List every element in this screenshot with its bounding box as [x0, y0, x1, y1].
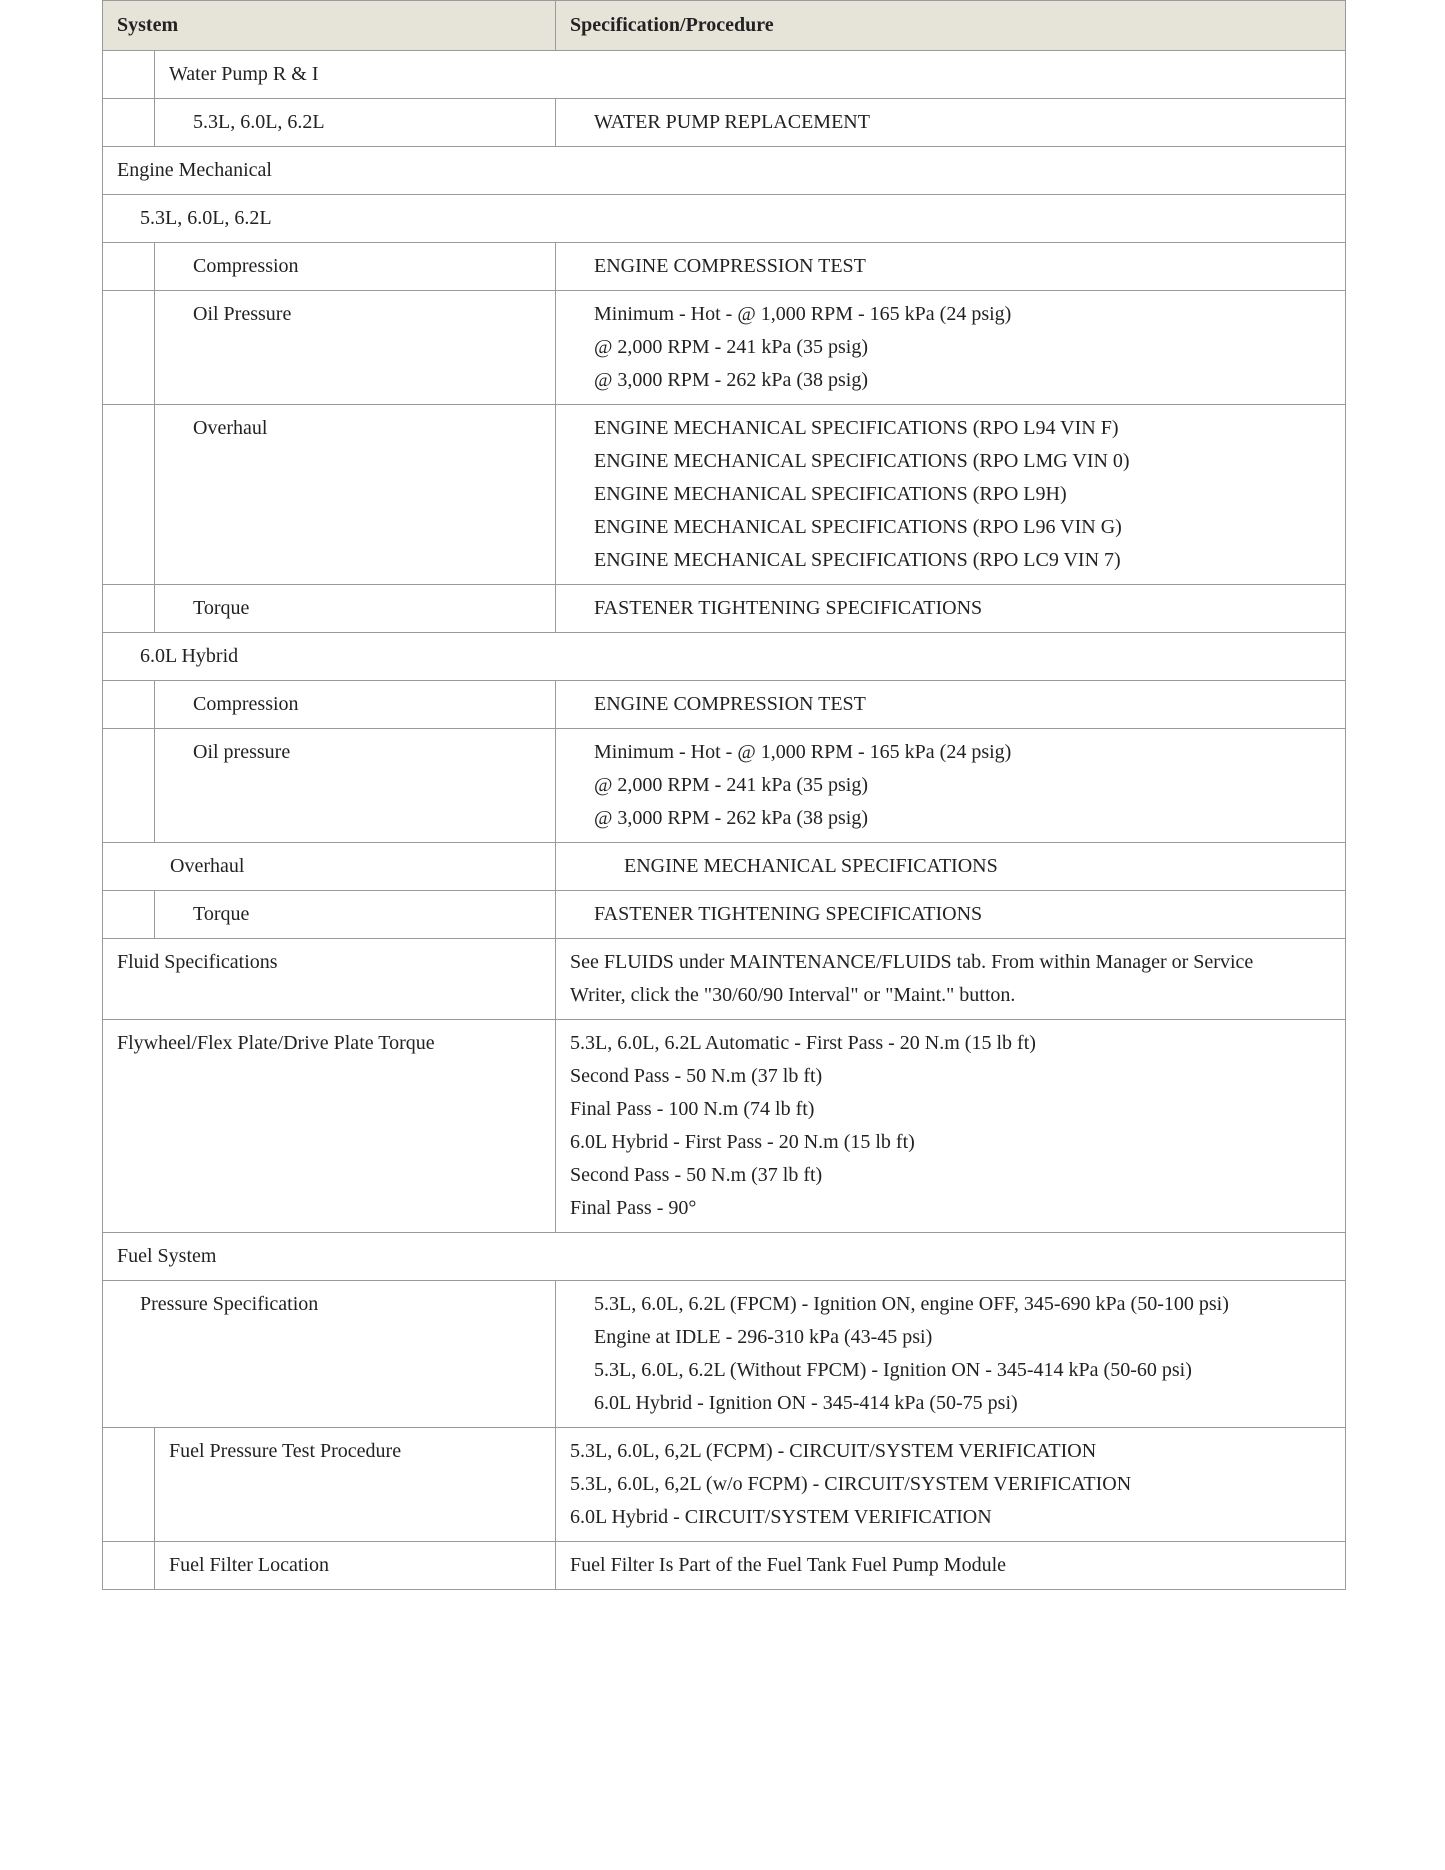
subsection-title: 5.3L, 6.0L, 6.2L: [103, 195, 1346, 243]
system-cell: Compression: [155, 243, 556, 291]
system-cell: Overhaul: [103, 843, 556, 891]
table-row: [103, 291, 1346, 405]
system-cell: Flywheel/Flex Plate/Drive Plate Torque: [103, 1020, 556, 1233]
indent-cell: [103, 243, 155, 291]
spec-line: 5.3L, 6.0L, 6.2L (FPCM) - Ignition ON, engine OFF, 345-690 kPa (50-100 psi): [594, 1293, 1229, 1315]
table-row: [103, 585, 1346, 633]
spec-line: Final Pass - 100 N.m (74 lb ft): [570, 1098, 815, 1120]
spec-cell: [556, 1428, 1346, 1542]
indent-cell: [103, 291, 155, 405]
spec-line: @ 2,000 RPM - 241 kPa (35 psig): [594, 774, 868, 796]
table-row: [103, 1428, 1346, 1542]
spec-line: ENGINE MECHANICAL SPECIFICATIONS (RPO L94 VIN F): [594, 417, 1119, 439]
system-cell: Pressure Specification: [103, 1281, 556, 1428]
table-row: [103, 195, 1346, 243]
table-row: [103, 405, 1346, 585]
table-row: [103, 99, 1346, 147]
system-cell: Compression: [155, 681, 556, 729]
spec-line: @ 2,000 RPM - 241 kPa (35 psig): [594, 336, 868, 358]
spec-cell: FASTENER TIGHTENING SPECIFICATIONS: [556, 891, 1346, 939]
table-row: [103, 681, 1346, 729]
spec-line: 5.3L, 6.0L, 6,2L (FCPM) - CIRCUIT/SYSTEM VERIFICATION: [570, 1440, 1097, 1462]
spec-line: Second Pass - 50 N.m (37 lb ft): [570, 1164, 823, 1186]
indent-cell: [103, 405, 155, 585]
section-title: Engine Mechanical: [103, 147, 1346, 195]
spec-cell: [556, 405, 1346, 585]
specifications-table: [102, 0, 1346, 1590]
spec-cell: [556, 291, 1346, 405]
system-cell: Oil pressure: [155, 729, 556, 843]
spec-line: Writer, click the "30/60/90 Interval" or "Maint." button.: [570, 984, 1016, 1006]
spec-line: Engine at IDLE - 296-310 kPa (43-45 psi): [594, 1326, 933, 1348]
table-row: [103, 939, 1346, 1020]
spec-line: @ 3,000 RPM - 262 kPa (38 psig): [594, 807, 868, 829]
spec-line: Second Pass - 50 N.m (37 lb ft): [570, 1065, 823, 1087]
indent-cell: [103, 585, 155, 633]
spec-line: ENGINE MECHANICAL SPECIFICATIONS (RPO L9H): [594, 483, 1067, 505]
system-cell: Fuel Filter Location: [155, 1542, 556, 1590]
system-cell: Overhaul: [155, 405, 556, 585]
spec-line: ENGINE MECHANICAL SPECIFICATIONS (RPO L96 VIN G): [594, 516, 1122, 538]
system-cell: Fuel Pressure Test Procedure: [155, 1428, 556, 1542]
spec-line: ENGINE MECHANICAL SPECIFICATIONS (RPO LMG VIN 0): [594, 450, 1130, 472]
spec-cell: [556, 939, 1346, 1020]
section-title: Fuel System: [103, 1233, 1346, 1281]
table-row: [103, 1281, 1346, 1428]
spec-cell: [556, 729, 1346, 843]
system-cell: Oil Pressure: [155, 291, 556, 405]
table-row: [103, 633, 1346, 681]
indent-cell: [103, 891, 155, 939]
section-title: Water Pump R & I: [155, 51, 1346, 99]
system-column-header: System: [103, 1, 556, 51]
indent-cell: [103, 1428, 155, 1542]
table-row: [103, 729, 1346, 843]
header-row: [103, 1, 1346, 51]
spec-cell: ENGINE MECHANICAL SPECIFICATIONS: [556, 843, 1346, 891]
spec-line: 6.0L Hybrid - CIRCUIT/SYSTEM VERIFICATION: [570, 1506, 992, 1528]
system-cell: Torque: [155, 585, 556, 633]
spec-line: 6.0L Hybrid - First Pass - 20 N.m (15 lb ft): [570, 1131, 915, 1153]
table-row: [103, 843, 1346, 891]
spec-line: 5.3L, 6.0L, 6.2L Automatic - First Pass - 20 N.m (15 lb ft): [570, 1032, 1036, 1054]
spec-line: @ 3,000 RPM - 262 kPa (38 psig): [594, 369, 868, 391]
indent-cell: [103, 729, 155, 843]
spec-cell: [556, 1281, 1346, 1428]
system-cell: 5.3L, 6.0L, 6.2L: [155, 99, 556, 147]
table-row: [103, 243, 1346, 291]
table-row: [103, 147, 1346, 195]
spec-line: 5.3L, 6.0L, 6.2L (Without FPCM) - Ignition ON - 345-414 kPa (50-60 psi): [594, 1359, 1192, 1381]
spec-line: 6.0L Hybrid - Ignition ON - 345-414 kPa (50-75 psi): [594, 1392, 1018, 1414]
indent-cell: [103, 51, 155, 99]
indent-cell: [103, 681, 155, 729]
table-row: [103, 1020, 1346, 1233]
table-row: [103, 51, 1346, 99]
spec-cell: FASTENER TIGHTENING SPECIFICATIONS: [556, 585, 1346, 633]
indent-cell: [103, 1542, 155, 1590]
spec-cell: [556, 1020, 1346, 1233]
spec-line: 5.3L, 6.0L, 6,2L (w/o FCPM) - CIRCUIT/SYSTEM VERIFICATION: [570, 1473, 1132, 1495]
spec-cell: ENGINE COMPRESSION TEST: [556, 243, 1346, 291]
spec-cell: Fuel Filter Is Part of the Fuel Tank Fuel Pump Module: [556, 1542, 1346, 1590]
system-cell: Fluid Specifications: [103, 939, 556, 1020]
spec-column-header: Specification/Procedure: [556, 1, 1346, 51]
spec-line: Minimum - Hot - @ 1,000 RPM - 165 kPa (24 psig): [594, 303, 1012, 325]
spec-line: Final Pass - 90°: [570, 1197, 697, 1219]
spec-cell: WATER PUMP REPLACEMENT: [556, 99, 1346, 147]
spec-cell: ENGINE COMPRESSION TEST: [556, 681, 1346, 729]
subsection-title: 6.0L Hybrid: [103, 633, 1346, 681]
table-row: [103, 891, 1346, 939]
indent-cell: [103, 99, 155, 147]
table-row: [103, 1542, 1346, 1590]
spec-line: Minimum - Hot - @ 1,000 RPM - 165 kPa (24 psig): [594, 741, 1012, 763]
spec-line: See FLUIDS under MAINTENANCE/FLUIDS tab. From within Manager or Service: [570, 951, 1254, 973]
spec-line: ENGINE MECHANICAL SPECIFICATIONS (RPO LC9 VIN 7): [594, 549, 1121, 571]
table-row: [103, 1233, 1346, 1281]
system-cell: Torque: [155, 891, 556, 939]
